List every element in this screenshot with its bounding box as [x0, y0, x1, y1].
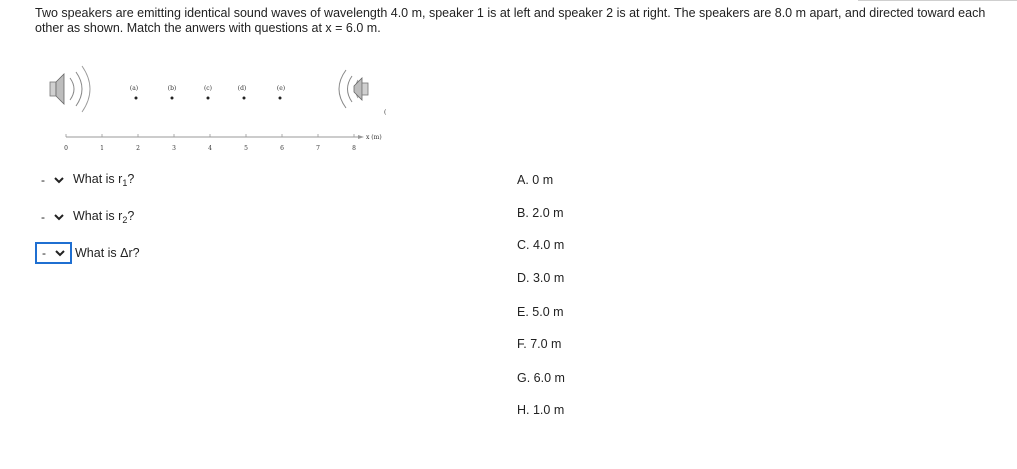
match-row-r2 [35, 206, 134, 228]
point-label-c: (c) [203, 85, 213, 92]
axis-tick-label: 1 [100, 145, 104, 152]
label-end: ? [127, 209, 135, 223]
label-main: What is Δr? [75, 246, 140, 260]
point-dot-a [135, 97, 138, 100]
answer-select-r1[interactable] [35, 171, 70, 189]
speaker-figure [40, 60, 400, 160]
top-divider [858, 0, 1017, 1]
point-dot-b [171, 97, 174, 100]
axis-tick-label: 6 [280, 145, 284, 152]
axis-tick-label: 0 [64, 145, 68, 152]
axis-label: x (m) [366, 134, 382, 141]
chevron-down-icon [53, 174, 65, 186]
select-value: - [42, 246, 46, 260]
answer-d: D. 3.0 m [517, 271, 565, 285]
label-main: What is r [73, 209, 123, 223]
question-label-r2 [73, 209, 134, 225]
answer-select-dr[interactable] [35, 242, 72, 264]
label-sub: 2 [122, 215, 128, 225]
point-dot-d [243, 97, 246, 100]
axis-tick-label: 8 [352, 145, 356, 152]
question-label-dr [75, 246, 140, 260]
answer-select-r2[interactable] [35, 208, 70, 226]
point-labels [130, 85, 285, 92]
answer-b: B. 2.0 m [517, 206, 564, 220]
answer-h: H. 1.0 m [517, 403, 565, 417]
select-value: - [41, 210, 45, 224]
axis-tick-label: 2 [136, 145, 140, 152]
match-row-r1 [35, 169, 134, 191]
x-axis [66, 134, 382, 141]
label-sub: 1 [122, 178, 128, 188]
select-value: - [41, 173, 45, 187]
chevron-down-icon [54, 247, 66, 259]
chevron-down-icon [53, 211, 65, 223]
point-dot-c [207, 97, 210, 100]
point-label-a: (a) [129, 85, 139, 92]
stray-mark: ( [384, 109, 387, 116]
point-label-d: (d) [237, 85, 247, 92]
speaker-left-icon [50, 66, 90, 112]
question-text: Two speakers are emitting identical sound waves of wavelength 4.0 m, speaker 1 is at left and speaker 2 is at right. The speakers are 8.0 m apart, and directed toward each other as shown. Match the anwers with questions at x = 6.0 m. [35, 6, 986, 35]
point-label-b: (b) [167, 85, 177, 92]
answer-a: A. 0 m [517, 173, 554, 187]
match-row-dr [35, 242, 140, 264]
point-dots [135, 97, 282, 100]
point-dot-e [279, 97, 282, 100]
axis-tick-label: 4 [208, 145, 212, 152]
label-main: What is r [73, 172, 123, 186]
axis-tick-label: 5 [244, 145, 248, 152]
answer-g: G. 6.0 m [517, 371, 565, 385]
speaker-right-icon [339, 70, 368, 108]
axis-tick-label: 3 [172, 145, 176, 152]
axis-tick-label: 7 [316, 145, 320, 152]
answer-f: F. 7.0 m [517, 337, 562, 351]
answer-e: E. 5.0 m [517, 305, 564, 319]
figure-svg [40, 60, 400, 160]
answer-c: C. 4.0 m [517, 238, 565, 252]
label-end: ? [127, 172, 135, 186]
question-label-r1 [73, 172, 134, 188]
point-label-e: (e) [276, 85, 286, 92]
